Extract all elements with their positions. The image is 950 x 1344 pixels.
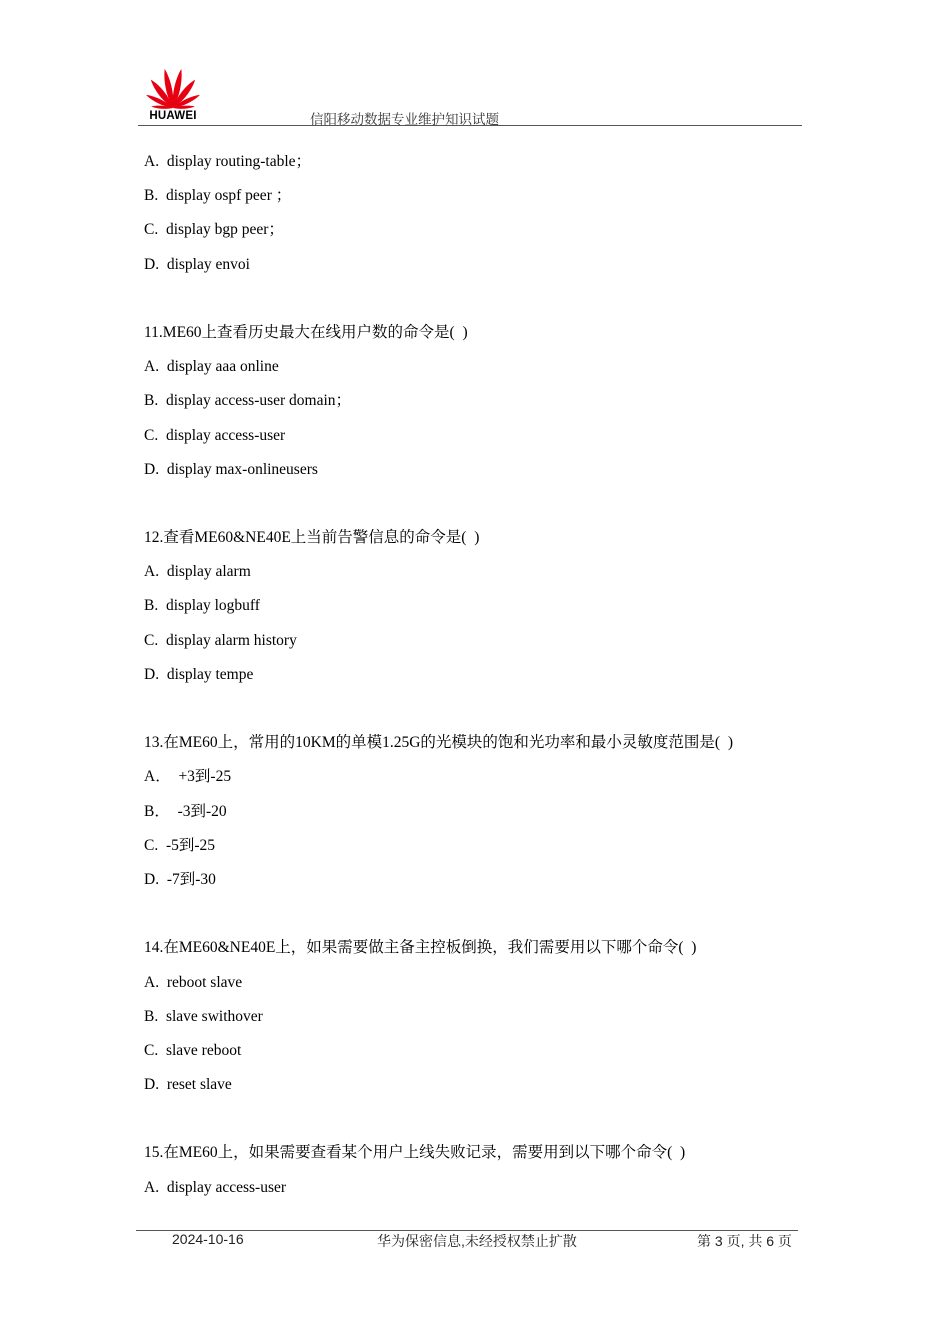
option-line: A. display aaa online — [144, 358, 279, 376]
option-line: B. display logbuff — [144, 597, 260, 615]
option-line: C. display access-user — [144, 426, 286, 444]
option-line: B． -3到-20 — [144, 802, 227, 820]
text-line: B. display ospf peer ； — [144, 187, 292, 205]
text-line: A. display routing-table； — [144, 153, 312, 170]
huawei-logo — [140, 64, 206, 124]
huawei-petal-icon — [140, 64, 206, 110]
blank-line — [144, 1107, 804, 1141]
option-line: B. display access-user domain； — [144, 392, 352, 410]
option-line: A. display alarm — [144, 563, 251, 581]
option-line: D. -7到-30 — [144, 870, 216, 888]
header-divider — [138, 125, 802, 126]
option-line: A． +3到-25 — [144, 768, 232, 786]
blank-line — [144, 697, 804, 731]
question-text: 15.在ME60上，如果需要查看某个用户上线失败记录，需要用到以下哪个命令( ) — [144, 1144, 686, 1162]
text-line: C. display bgp peer； — [144, 221, 284, 239]
option-line: C. display alarm history — [144, 631, 297, 649]
option-line: D. reset slave — [144, 1076, 232, 1094]
text-line: D. display envoi — [144, 255, 250, 273]
logo-text: HUAWEI — [149, 110, 197, 122]
footer-date: 2024-10-16 — [172, 1231, 244, 1247]
option-line: D. display max-onlineusers — [144, 460, 318, 478]
question-text: 12.查看ME60&NE40E上当前告警信息的命令是( ) — [144, 529, 480, 547]
option-line: D. display tempe — [144, 665, 254, 683]
option-line: A. reboot slave — [144, 973, 243, 991]
blank-line — [144, 902, 804, 936]
option-line: A. display access-user — [144, 1178, 287, 1196]
option-line: B. slave swithover — [144, 1007, 263, 1025]
option-line: C. slave reboot — [144, 1041, 242, 1059]
question-text: 11.ME60上查看历史最大在线用户数的命令是( ) — [144, 323, 468, 341]
question-text: 13.在ME60上，常用的10KM的单模1.25G的光模块的饱和光功率和最小灵敏度范围是( ) — [144, 734, 733, 752]
footer-confidential-notice: 华为保密信息,未经授权禁止扩散 — [377, 1233, 577, 1249]
question-content — [144, 150, 804, 1210]
option-line: C. -5到-25 — [144, 836, 216, 854]
document-header-title: 信阳移动数据专业维护知识试题 — [310, 112, 499, 127]
question-text: 14.在ME60&NE40E上，如果需要做主备主控板倒换，我们需要用以下哪个命令( ) — [144, 939, 697, 957]
footer-page-number: 第 3 页, 共 6 页 — [697, 1233, 792, 1249]
blank-line — [144, 287, 804, 321]
blank-line — [144, 492, 804, 526]
